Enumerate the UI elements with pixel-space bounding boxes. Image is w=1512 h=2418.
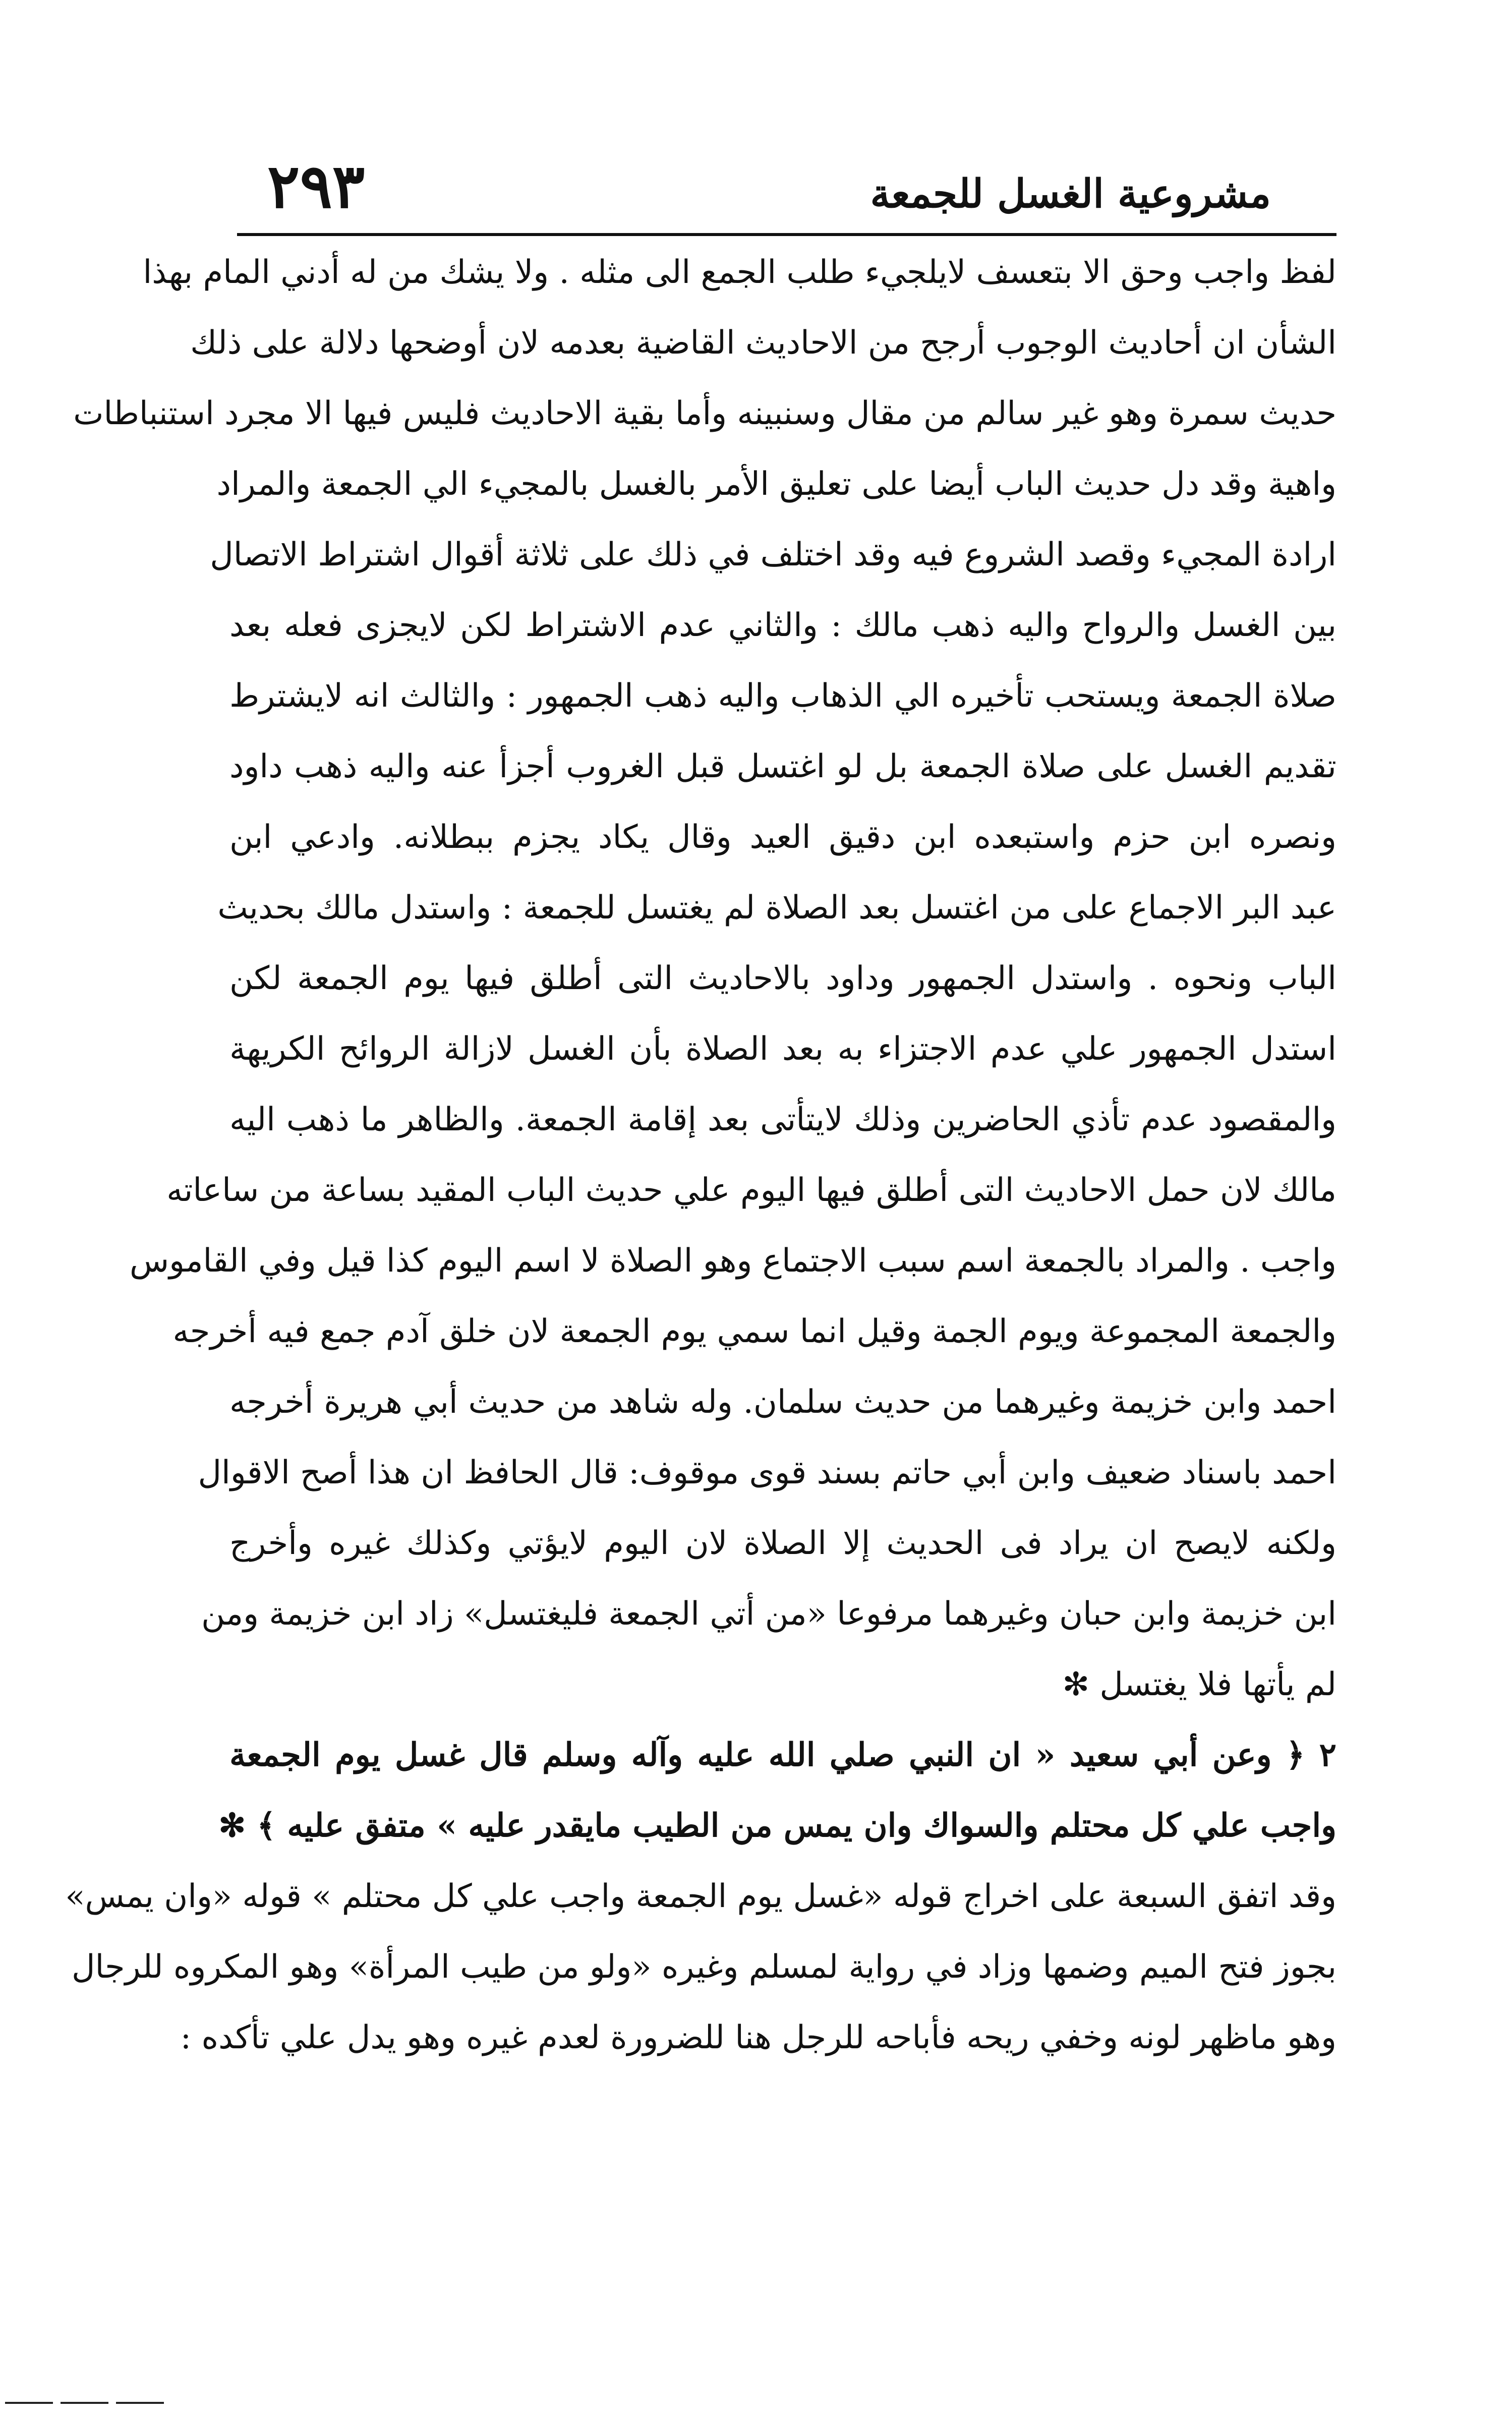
footer-rule-segment [61,2402,108,2404]
footer-rule-segment [116,2402,164,2404]
text-line: تقديم الغسل على صلاة الجمعة بل لو اغتسل قبل الغروب أجزأ عنه واليه ذهب داود [229,748,1336,785]
text-line: ابن خزيمة وابن حبان وغيرهما مرفوعا «من أتي الجمعة فليغتسل» زاد ابن خزيمة ومن [201,1595,1336,1633]
footer-rule-segment [5,2402,53,2404]
text-line: والجمعة المجموعة ويوم الجمة وقيل انما سمي يوم الجمعة لان خلق آدم جمع فيه أخرجه [172,1313,1336,1350]
text-line: واجب . والمراد بالجمعة اسم سبب الاجتماع وهو الصلاة لا اسم اليوم كذا قيل وفي القاموس [130,1242,1336,1280]
text-line: ارادة المجيء وقصد الشروع فيه وقد اختلف في ذلك على ثلاثة أقوال اشتراط الاتصال [210,536,1336,573]
text-line: بجوز فتح الميم وضمها وزاد في رواية لمسلم وغيره «ولو من طيب المرأة» وهو المكروه للرجال [72,1948,1336,1986]
text-line: الشأن ان أحاديث الوجوب أرجح من الاحاديث القاضية بعدمه لان أوضحها دلالة على ذلك [190,324,1336,362]
text-line: ولكنه لايصح ان يراد فى الحديث إلا الصلاة لان اليوم لايؤتي وكذلك غيره وأخرج [229,1525,1336,1562]
text-line: احمد وابن خزيمة وغيرهما من حديث سلمان. وله شاهد من حديث أبي هريرة أخرجه [229,1384,1336,1421]
hadith-line: ٢ ﴿ وعن أبي سعيد « ان النبي صلي الله عليه وآله وسلم قال غسل يوم الجمعة [229,1736,1336,1774]
text-line: لم يأتها فلا يغتسل ✻ [1062,1666,1336,1703]
text-line: الباب ونحوه . واستدل الجمهور وداود بالاحاديث التى أطلق فيها يوم الجمعة لكن [229,960,1336,997]
text-line: لفظ واجب وحق الا بتعسف لايلجيء طلب الجمع الى مثله . ولا يشك من له أدني المام بهذا [143,254,1336,291]
text-line: صلاة الجمعة ويستحب تأخيره الي الذهاب واليه ذهب الجمهور : والثالث انه لايشترط [229,677,1337,715]
text-line: وهو ماظهر لونه وخفي ريحه فأباحه للرجل هنا للضرورة لعدم غيره وهو يدل علي تأكده : [180,2019,1336,2056]
text-line: مالك لان حمل الاحاديث التى أطلق فيها اليوم علي حديث الباب المقيد بساعة من ساعاته [166,1172,1336,1209]
hadith-line: واجب علي كل محتلم والسواك وان يمس من الطيب مايقدر عليه » متفق عليه ﴾ ✻ [218,1807,1336,1845]
page-header [237,151,1336,222]
text-line: بين الغسل والرواح واليه ذهب مالك : والثاني عدم الاشتراط لكن لايجزى فعله بعد [229,607,1336,644]
text-line: حديث سمرة وهو غير سالم من مقال وسنبينه وأما بقية الاحاديث فليس فيها الا مجرد استنباطات [73,395,1336,432]
text-line: ونصره ابن حزم واستبعده ابن دقيق العيد وقال يكاد يجزم ببطلانه. وادعي ابن [229,819,1336,856]
text-line: واهية وقد دل حديث الباب أيضا على تعليق الأمر بالغسل بالمجيء الي الجمعة والمراد [216,466,1336,503]
main-text [65,237,1337,2073]
running-title: مشروعية الغسل للجمعة [870,171,1271,217]
footer-rule [0,2395,182,2415]
header-rule [237,233,1336,236]
text-line: عبد البر الاجماع على من اغتسل بعد الصلاة لم يغتسل للجمعة : واستدل مالك بحديث [217,889,1336,927]
text-line: استدل الجمهور علي عدم الاجتزاء به بعد الصلاة بأن الغسل لازالة الروائح الكريهة [229,1030,1336,1068]
page-number: ٢٩٣ [267,151,365,222]
text-line: احمد باسناد ضعيف وابن أبي حاتم بسند قوى موقوف: قال الحافظ ان هذا أصح الاقوال [198,1454,1336,1491]
text-line: والمقصود عدم تأذي الحاضرين وذلك لايتأتى بعد إقامة الجمعة. والظاهر ما ذهب اليه [229,1101,1337,1138]
text-line: وقد اتفق السبعة على اخراج قوله «غسل يوم الجمعة واجب علي كل محتلم » قوله «وان يمس» [65,1878,1336,1915]
